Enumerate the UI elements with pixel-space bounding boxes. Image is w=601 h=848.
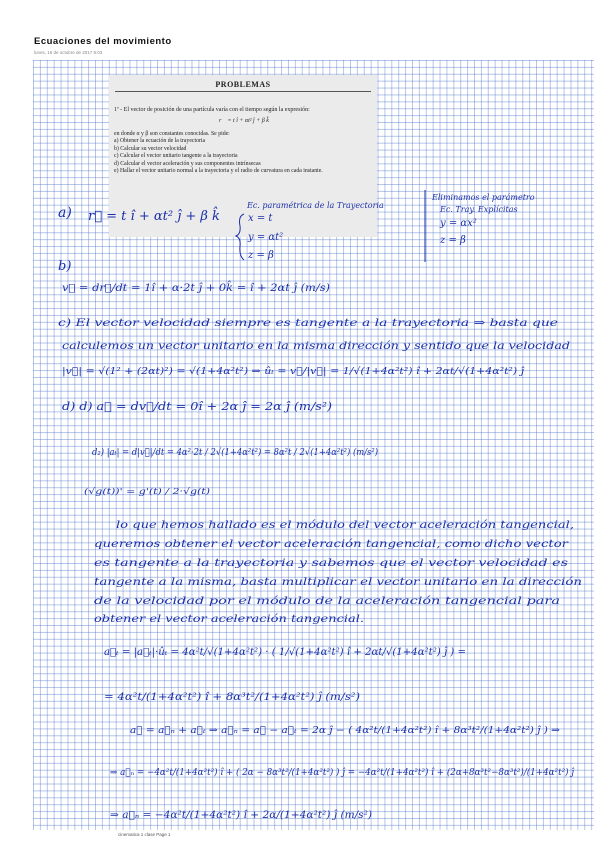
normal-vector-eq-1: a⃗ = a⃗ₙ + a⃗ₜ ⇒ a⃗ₙ = a⃗ − a⃗ₜ = 2α ĵ − ( 4α²t/(1+4α²t²) î + 8α³t²/(1+4α²t²) ĵ ) ⇒: [130, 725, 561, 736]
parametric-x: x = t: [248, 213, 273, 224]
page-date: lunes, 16 de octubre de 2017 8:03: [34, 50, 103, 55]
tangential-vector-eq: a⃗ₜ = |a⃗ₜ|·ûₜ = 4α²t/√(1+4α²t²) · ( 1/√(1+4α²t²) î + 2αt/√(1+4α²t²) ĵ ) =: [104, 647, 466, 658]
normal-vector-result: ⇒ a⃗ₙ = −4α²t/(1+4α²t²) î + 2α/(1+4α²t²) ĵ (m/s²): [110, 810, 373, 821]
eliminate-text: Eliminamos el parámetro: [432, 193, 535, 202]
problem-item: c) Calcular el vector unitario tangente a la trayectoria: [114, 153, 238, 160]
explicit-y: y = αx²: [440, 218, 477, 229]
part-c-line-2: calculemos un vector unitario en la misma dirección y sentido que la velocidad: [62, 341, 570, 352]
derivative-hint: (√g(t))' = g'(t) / 2·√g(t): [84, 487, 182, 497]
problem-item: b) Calcular su vector velocidad: [114, 145, 187, 152]
part-a-equation: r⃗ = t î + αt² ĵ + β k̂: [88, 209, 220, 224]
page-footer: cinematica 1 clase Page 1: [118, 832, 171, 837]
parametric-brace: [236, 214, 244, 260]
paragraph-line-2: queremos obtener el vector aceleración tangencial, como dicho vector: [94, 538, 570, 550]
tangential-vector-result: = 4α²t/(1+4α²t²) î + 8α³t²/(1+4α²t²) ĵ (m/s²): [104, 692, 361, 703]
part-b-label: b): [58, 259, 72, 274]
paragraph-line-4: tangente a la misma, basta multiplicar el vector unitario en la dirección: [94, 576, 583, 588]
parametric-y: y = αt²: [248, 232, 284, 243]
position-expression: r⃗ = t î + αt² ĵ + β k̂: [219, 118, 269, 124]
problem-item: e) Hallar el vector unitario normal a la trayectoria y el radio de curvatura en cada instante.: [114, 168, 323, 175]
part-d-equation: d) d) a⃗ = dv⃗/dt = 0î + 2α ĵ = 2α ĵ (m/s²): [62, 400, 332, 413]
part-c-line-1: c) El vector velocidad siempre es tangente a la trayectoria ⇒ basta que: [58, 317, 558, 329]
problem-item: d) Calcular el vector aceleración y sus componentes intrínsecas: [114, 160, 261, 167]
explicit-z: z = β: [440, 235, 466, 246]
part-d2-equation: d₂) |aₜ| = d|v⃗|/dt = 4α²·2t / 2√(1+4α²t²) = 8α²t / 2√(1+4α²t²) (m/s²): [92, 447, 379, 458]
paragraph-line-1: lo que hemos hallado es el módulo del vector aceleración tangencial,: [116, 519, 574, 531]
problem-item: en donde α y β son constantes conocidas. Se pide:: [114, 131, 230, 137]
paragraph-line-5: de la velocidad por el módulo de la aceleración tangencial para: [94, 595, 560, 607]
paragraph-line-3: es tangente a la trayectoria y sabemos que el vector velocidad es: [94, 557, 569, 569]
parametric-z: z = β: [248, 250, 274, 261]
parametric-title: Ec. paramétrica de la Trayectoria: [247, 201, 384, 210]
explicit-text: Ec. Tray. Explícitas: [440, 205, 518, 214]
paragraph-line-6: obtener el vector aceleración tangencial.: [94, 613, 364, 625]
page-title: Ecuaciones del movimiento: [34, 36, 172, 47]
problem-statement: 1ª - El vector de posición de una partícula varía con el tiempo según la expresión:: [114, 107, 310, 113]
part-b-equation: v⃗ = dr⃗/dt = 1î + α·2t ĵ + 0k̂ = î + 2αt ĵ (m/s): [62, 283, 298, 294]
normal-vector-eq-2: ⇒ a⃗ₙ = −4α²t/(1+4α²t²) î + ( 2α − 8α³t²/(1+4α²t²) ) ĵ = −4α²t/(1+4α²t²) î + (2α+8α³t²−8α³t²)/(1+4α²t²) ĵ: [110, 768, 588, 778]
part-a-label: a): [58, 205, 72, 221]
problem-item: a) Obtener la ecuación de la trayectoria: [114, 138, 206, 145]
problem-heading: PROBLEMAS: [215, 80, 271, 89]
part-c-equation: |v⃗| = √(1² + (2αt)²) = √(1+4α²t²) ⇒ ûₜ = v⃗/|v⃗| = 1/√(1+4α²t²) î + 2αt/√(1+4α²t²) ĵ: [62, 366, 526, 377]
